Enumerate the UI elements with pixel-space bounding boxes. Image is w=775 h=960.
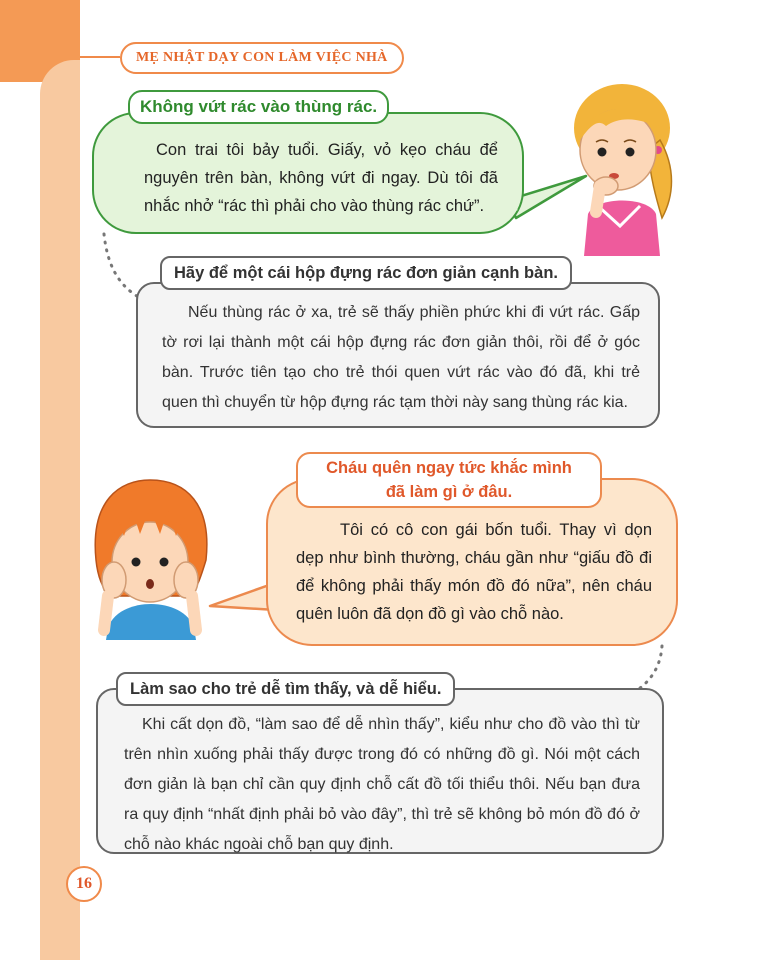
running-header: MẸ NHẬT DẠY CON LÀM VIỆC NHÀ	[120, 42, 404, 74]
tip-title-1: Hãy để một cái hộp đựng rác đơn giản cạnh bàn.	[160, 256, 572, 290]
page-number: 16	[66, 866, 102, 902]
section2-title-line1: Cháu quên ngay tức khắc mình	[326, 459, 572, 477]
section2-title-line2: đã làm gì ở đâu.	[385, 483, 513, 501]
tip-text-1: Nếu thùng rác ở xa, trẻ sẽ thấy phiền phức khi đi vứt rác. Gấp tờ rơi lại thành một cái hộp đựng rác đơn giản thôi, rồi để ở góc bàn. Trước tiên tạo cho trẻ thói quen vứt rác vào đó đã, khi trẻ quen thì chuyển từ hộp đựng rác tạm thời này sang thùng rác kia.	[162, 304, 640, 411]
tip-text-2: Khi cất dọn đồ, “làm sao để dễ nhìn thấy”, kiểu như cho đồ vào thì từ trên nhìn xuống phải thấy được trong đó có những đồ gì. Nói một cách đơn giản là bạn chỉ cần quy định chỗ cất đồ tối thiểu thôi. Nếu bạn đưa ra quy định “nhất định phải bỏ vào đây”, thì trẻ sẽ không bỏ món đồ đó ở chỗ nào khác ngoài chỗ bạn quy định.	[124, 716, 640, 853]
section1-title: Không vứt rác vào thùng rác.	[128, 90, 389, 124]
tip-box-2	[96, 688, 664, 854]
story-text-2: Tôi có cô con gái bốn tuổi. Thay vì dọn dẹp như bình thường, cháu gần như “giấu đồ đi để không phải thấy món đồ đó nữa”, nên cháu quên luôn đã dọn đồ gì vào chỗ nào.	[296, 521, 652, 623]
tip-title-2: Làm sao cho trẻ dễ tìm thấy, và dễ hiểu.	[116, 672, 455, 706]
story-text-1: Con trai tôi bảy tuổi. Giấy, vỏ kẹo cháu để nguyên trên bàn, không vứt đi ngay. Dù tôi đã nhắc nhở “rác thì phải cho vào thùng rác chứ”.	[144, 141, 498, 215]
